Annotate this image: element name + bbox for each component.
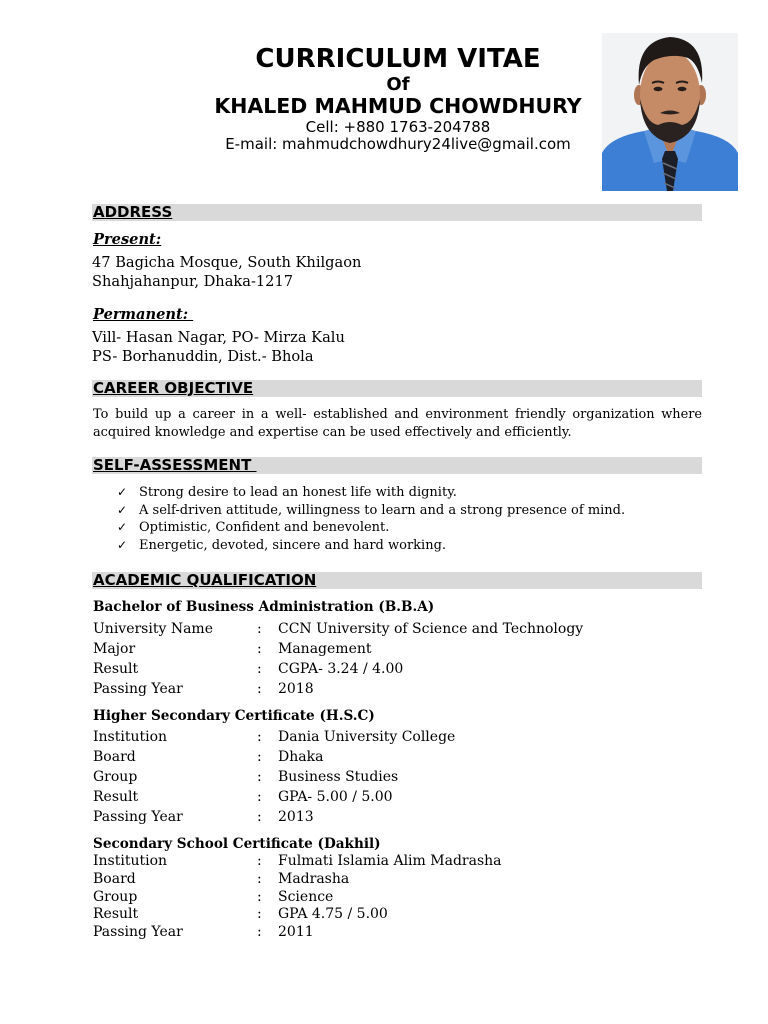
degree-title: Higher Secondary Certificate (H.S.C) (93, 708, 375, 724)
row-label: Result (93, 789, 139, 805)
row-separator: : (257, 621, 262, 637)
row-value: CGPA- 3.24 / 4.00 (278, 661, 404, 677)
row-separator: : (257, 924, 262, 940)
present-address-line: Shahjahanpur, Dhaka-1217 (92, 273, 294, 290)
row-value: Madrasha (278, 870, 350, 887)
row-label: Board (93, 870, 136, 887)
section-heading-career-objective: CAREER OBJECTIVE (93, 379, 254, 397)
section-heading-address: ADDRESS (93, 203, 173, 221)
self-assessment-text: Strong desire to lead an honest life with dignity. (139, 485, 457, 500)
section-bar-career-objective (92, 380, 702, 397)
check-icon: ✓ (117, 520, 128, 535)
row-label: University Name (93, 621, 213, 637)
table-row (93, 906, 702, 924)
cv-title-of: Of (386, 74, 410, 95)
row-label: Institution (93, 729, 168, 745)
row-separator: : (257, 906, 262, 923)
row-label: Passing Year (93, 809, 183, 825)
cv-title: CURRICULUM VITAE (255, 44, 541, 74)
row-separator: : (257, 749, 262, 765)
career-objective-line: acquired knowledge and expertise can be used effectively and efficiently. (93, 425, 572, 440)
row-value: GPA- 5.00 / 5.00 (278, 789, 393, 805)
table-row (93, 747, 702, 767)
row-label: Group (93, 769, 138, 785)
section-heading-self-assessment: SELF-ASSESSMENT (93, 456, 257, 474)
permanent-address-line: PS- Borhanuddin, Dist.- Bhola (92, 348, 314, 365)
row-label: Institution (93, 853, 168, 869)
section-bar-self-assessment (92, 457, 702, 474)
row-label: Result (93, 906, 139, 923)
row-separator: : (257, 641, 262, 657)
row-value: 2018 (278, 681, 314, 697)
row-value: Fulmati Islamia Alim Madrasha (278, 853, 502, 869)
row-separator: : (257, 853, 262, 869)
row-separator: : (257, 681, 262, 697)
career-objective-line: To build up a career in a well- established and environment friendly organization where (93, 407, 702, 422)
row-value: Business Studies (278, 769, 399, 785)
row-value: Dania University College (278, 729, 456, 745)
check-icon: ✓ (117, 502, 128, 517)
table-row (93, 807, 702, 827)
table-row (93, 659, 702, 679)
cell-number: Cell: +880 1763-204788 (305, 118, 491, 136)
section-bar-address (92, 204, 702, 221)
row-separator: : (257, 789, 262, 805)
degree-title: Bachelor of Business Administration (B.B.A) (93, 599, 435, 615)
row-value: GPA 4.75 / 5.00 (278, 906, 388, 923)
row-label: Board (93, 749, 136, 765)
row-separator: : (257, 809, 262, 825)
self-assessment-text: A self-driven attitude, willingness to learn and a strong presence of mind. (139, 502, 626, 518)
row-value: 2011 (278, 924, 314, 940)
table-row (93, 889, 702, 907)
row-value: 2013 (278, 809, 314, 825)
profile-photo (602, 33, 738, 191)
career-objective-text (93, 406, 702, 442)
degree-title: Secondary School Certificate (Dakhil) (93, 836, 381, 852)
self-assessment-text: Optimistic, Confident and benevolent. (139, 520, 390, 536)
row-separator: : (257, 729, 262, 745)
section-bar-academic (92, 572, 702, 589)
row-value: Management (278, 641, 372, 657)
self-assessment-text: Energetic, devoted, sincere and hard working. (139, 538, 447, 554)
row-label: Group (93, 888, 138, 905)
row-value: Dhaka (278, 749, 324, 765)
row-label: Passing Year (93, 924, 183, 940)
present-address (92, 253, 361, 291)
row-label: Major (93, 641, 136, 657)
permanent-address-line: Vill- Hasan Nagar, PO- Mirza Kalu (92, 329, 345, 346)
table-row (93, 787, 702, 807)
permanent-address (92, 328, 345, 366)
present-address-line: 47 Bagicha Mosque, South Khilgaon (92, 254, 362, 271)
row-separator: : (257, 870, 262, 887)
candidate-name: KHALED MAHMUD CHOWDHURY (214, 94, 582, 118)
permanent-address-label: Permanent: (93, 306, 194, 323)
table-row (93, 871, 702, 889)
row-separator: : (257, 769, 262, 785)
table-row (93, 619, 702, 639)
check-icon: ✓ (117, 538, 128, 553)
check-icon: ✓ (117, 485, 128, 499)
table-row (93, 767, 702, 787)
degree-bba (93, 597, 702, 699)
degree-ssc (93, 836, 702, 942)
row-separator: : (257, 888, 262, 905)
profile-photo-icon (602, 33, 738, 191)
table-row (93, 727, 702, 747)
email-address: E-mail: mahmudchowdhury24live@gmail.com (225, 135, 571, 153)
row-label: Passing Year (93, 681, 183, 697)
section-heading-academic: ACADEMIC QUALIFICATION (93, 571, 317, 589)
degree-hsc (93, 706, 702, 827)
row-label: Result (93, 661, 139, 677)
table-row (93, 639, 702, 659)
table-row (93, 679, 702, 699)
row-value: Science (278, 888, 334, 905)
row-value: CCN University of Science and Technology (278, 621, 584, 637)
row-separator: : (257, 661, 262, 677)
table-row (93, 924, 702, 942)
table-row (93, 853, 702, 871)
present-address-label: Present: (93, 231, 162, 248)
